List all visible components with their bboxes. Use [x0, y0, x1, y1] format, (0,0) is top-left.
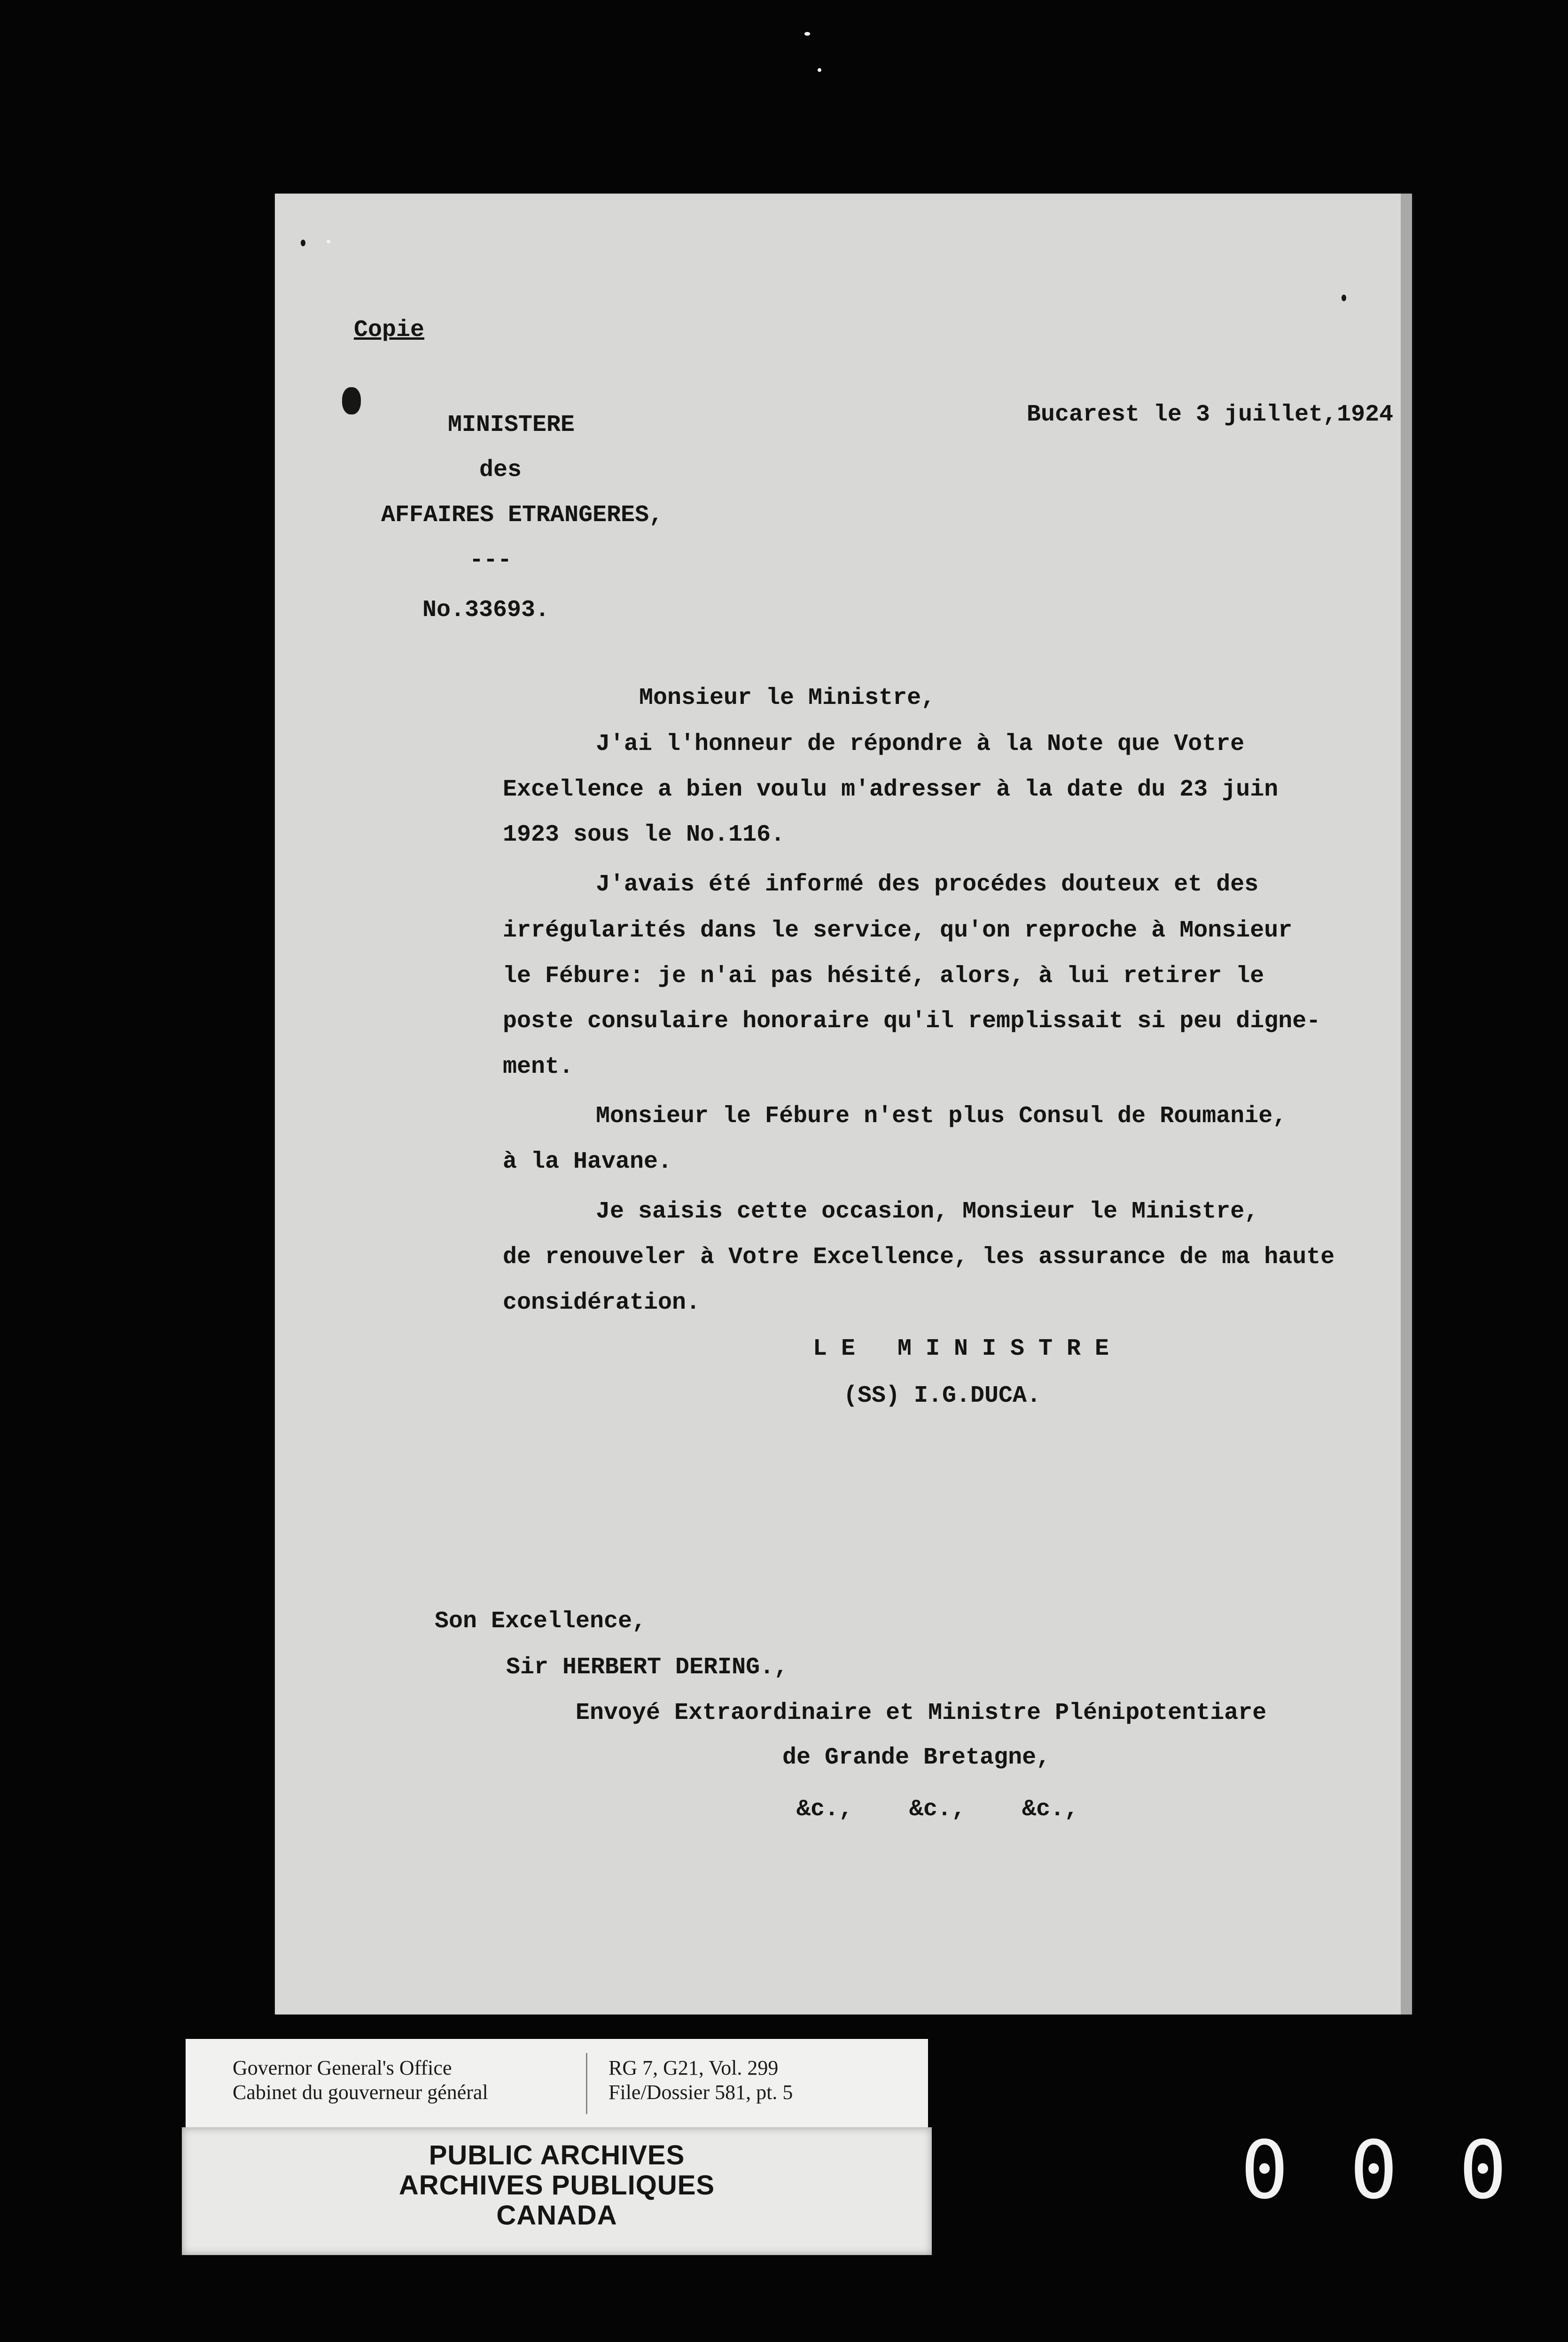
label-divider: [586, 2053, 587, 2114]
speck-mark: [301, 240, 305, 246]
stamp-line-1: PUBLIC ARCHIVES: [429, 2140, 685, 2170]
stamp-line-2: ARCHIVES PUBLIQUES: [398, 2170, 715, 2201]
addressee-line: Envoyé Extraordinaire et Ministre Plénipotentiare: [576, 1700, 1267, 1726]
body-line: le Fébure: je n'ai pas hésité, alors, à lui retirer le: [503, 963, 1264, 990]
scan-speck: [804, 32, 810, 36]
addressee-line: Sir HERBERT DERING.,: [506, 1654, 788, 1681]
ministry-line-2: des: [479, 457, 522, 484]
office-french: Cabinet du gouverneur général: [233, 2081, 488, 2104]
record-group: RG 7, G21, Vol. 299: [608, 2056, 779, 2079]
file-dossier: File/Dossier 581, pt. 5: [608, 2081, 793, 2104]
public-archives-stamp: [182, 2127, 932, 2255]
body-line: poste consulaire honoraire qu'il remplissait si peu digne-: [503, 1008, 1321, 1035]
body-line: Monsieur le Fébure n'est plus Consul de Roumanie,: [596, 1103, 1287, 1130]
body-line: 1923 sous le No.116.: [503, 821, 785, 848]
addressee-line: Son Excellence,: [435, 1608, 647, 1635]
signature-name: (SS) I.G.DUCA.: [843, 1382, 1041, 1409]
body-line: de renouveler à Votre Excellence, les assurance de ma haute: [503, 1244, 1335, 1271]
body-line: Excellence a bien voulu m'adresser à la date du 23 juin: [503, 776, 1279, 803]
scan-speck: [818, 68, 821, 72]
body-line: irrégularités dans le service, qu'on reproche à Monsieur: [503, 917, 1293, 944]
place-date: Bucarest le 3 juillet,1924: [1027, 401, 1394, 428]
body-line: à la Havane.: [503, 1148, 672, 1175]
ministry-line-1: MINISTERE: [448, 412, 575, 438]
body-line: ment.: [503, 1054, 574, 1080]
body-line: J'avais été informé des procédes douteux et des: [596, 871, 1259, 898]
document-number: No.33693.: [422, 597, 550, 624]
stamp-line-3: CANADA: [496, 2200, 617, 2231]
ministry-separator: ---: [469, 547, 512, 574]
archive-reference: [608, 2056, 793, 2105]
body-line: J'ai l'honneur de répondre à la Note que Votre: [596, 731, 1245, 757]
body-line: Je saisis cette occasion, Monsieur le Ministre,: [596, 1198, 1259, 1225]
office-english: Governor General's Office: [233, 2056, 452, 2079]
archive-reference-card: [186, 2039, 928, 2127]
speck-mark: [1342, 295, 1346, 301]
archive-label: [186, 2039, 928, 2260]
ministry-line-3: AFFAIRES ETRANGERES,: [381, 502, 663, 529]
addressee-line: de Grande Bretagne,: [782, 1744, 1051, 1771]
salutation: Monsieur le Ministre,: [639, 685, 936, 711]
scan-speck: [327, 240, 330, 243]
signature-title: LE MINISTRE: [813, 1335, 1123, 1362]
frame-number: 000: [1240, 2124, 1568, 2217]
document-page: [275, 194, 1412, 2014]
archive-office: [233, 2056, 488, 2105]
punch-hole-mark: [342, 387, 361, 414]
copy-label: Copie: [354, 317, 425, 343]
addressee-line: &c., &c., &c.,: [796, 1796, 1079, 1823]
body-line: considération.: [503, 1289, 701, 1316]
